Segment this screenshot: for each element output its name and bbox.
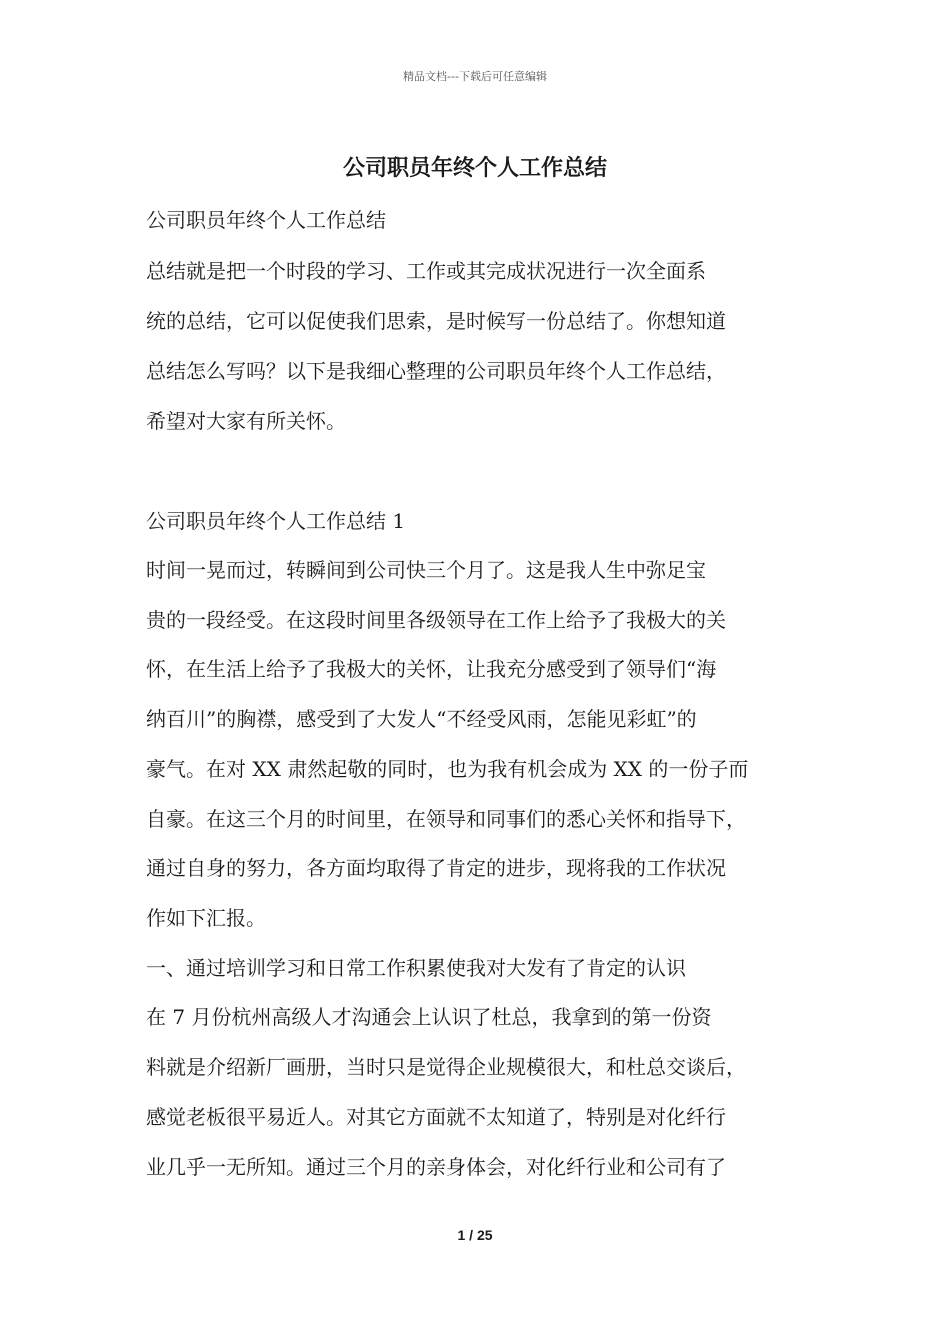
- page-number: 1 / 25: [457, 1227, 493, 1243]
- paragraph-line: 料就是介绍新厂画册，当时只是觉得企业规模很大，和杜总交谈后，: [146, 1055, 746, 1079]
- subtitle-line: 公司职员年终个人工作总结: [146, 208, 386, 232]
- section-heading: 公司职员年终个人工作总结 1: [146, 509, 406, 533]
- paragraph-line: 通过自身的努力，各方面均取得了肯定的进步，现将我的工作状况: [146, 856, 726, 880]
- paragraph-line: 感觉老板很平易近人。对其它方面就不太知道了，特别是对化纤行: [146, 1105, 726, 1129]
- paragraph-line: 统的总结，它可以促使我们思索，是时候写一份总结了。你想知道: [146, 309, 726, 333]
- paragraph-line: 怀，在生活上给予了我极大的关怀，让我充分感受到了领导们“海: [146, 657, 717, 681]
- paragraph-line: 希望对大家有所关怀。: [146, 409, 346, 433]
- paragraph-line: 总结就是把一个时段的学习、工作或其完成状况进行一次全面系: [146, 259, 706, 283]
- paragraph-line: 豪气。在对 XX 肃然起敬的同时，也为我有机会成为 XX 的一份子而: [146, 757, 749, 781]
- paragraph-line: 时间一晃而过，转瞬间到公司快三个月了。这是我人生中弥足宝: [146, 558, 706, 582]
- paragraph-line: 作如下汇报。: [146, 906, 266, 930]
- paragraph-line: 自豪。在这三个月的时间里，在领导和同事们的悉心关怀和指导下，: [146, 807, 746, 831]
- paragraph-line: 纳百川”的胸襟，感受到了大发人“不经受风雨，怎能见彩虹”的: [146, 707, 697, 731]
- paragraph-line: 业几乎一无所知。通过三个月的亲身体会，对化纤行业和公司有了: [146, 1155, 726, 1179]
- paragraph-line: 在 7 月份杭州高级人才沟通会上认识了杜总，我拿到的第一份资: [146, 1005, 712, 1029]
- paragraph-line: 总结怎么写吗？以下是我细心整理的公司职员年终个人工作总结，: [146, 359, 726, 383]
- document-title: 公司职员年终个人工作总结: [342, 155, 607, 181]
- subsection-heading: 一、通过培训学习和日常工作积累使我对大发有了肯定的认识: [146, 956, 686, 980]
- paragraph-line: 贵的一段经受。在这段时间里各级领导在工作上给予了我极大的关: [146, 608, 726, 632]
- document-header-note: 精品文档---下载后可任意编辑: [403, 70, 547, 83]
